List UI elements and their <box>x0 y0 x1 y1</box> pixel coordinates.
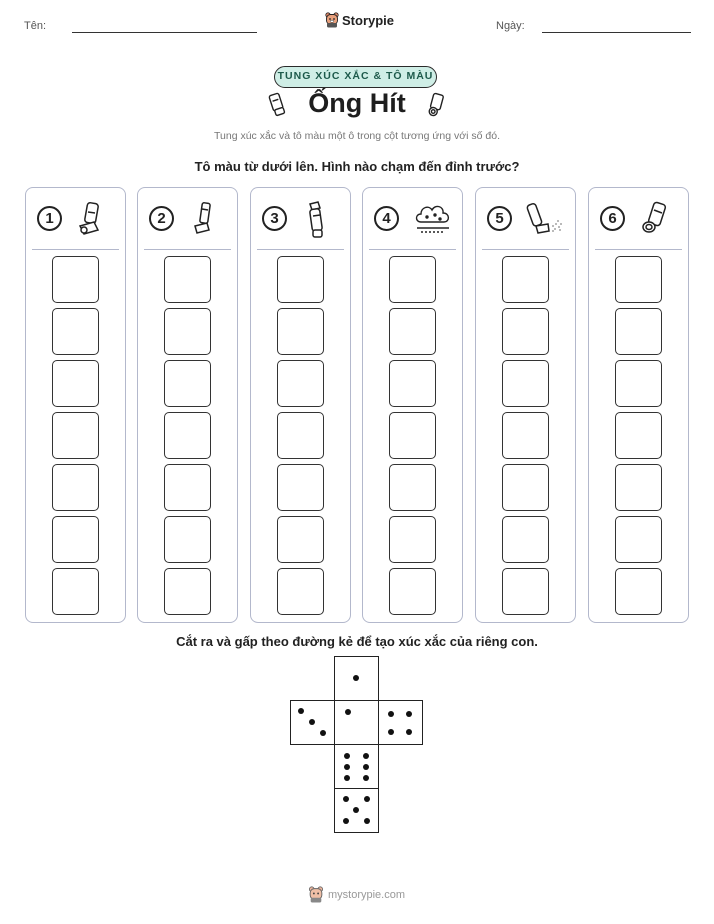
dice-pip <box>353 807 359 813</box>
dice-pip <box>343 818 349 824</box>
dice-pip <box>344 775 350 781</box>
bear-mascot-icon <box>325 12 339 28</box>
column-divider <box>257 249 344 250</box>
dice-pip <box>406 711 412 717</box>
footer-url[interactable]: mystorypie.com <box>328 888 406 901</box>
column-number: 3 <box>262 206 287 231</box>
column-divider <box>482 249 569 250</box>
inhaler-side-icon <box>639 200 673 238</box>
color-cell[interactable] <box>615 412 662 459</box>
brand-name: Storypie <box>342 12 395 28</box>
color-cell[interactable] <box>389 256 436 303</box>
color-cell[interactable] <box>615 568 662 615</box>
dice-pip <box>388 729 394 735</box>
column-2 <box>137 187 238 623</box>
column-divider <box>595 249 682 250</box>
color-cell[interactable] <box>164 516 211 563</box>
inhaler-spray-icon <box>526 200 566 238</box>
subtitle: Tung xúc xắc và tô màu một ô trong cột tương ứng với số đó. <box>214 130 500 142</box>
dice-pip <box>343 796 349 802</box>
color-cell[interactable] <box>502 308 549 355</box>
color-cell[interactable] <box>277 360 324 407</box>
color-cell[interactable] <box>52 256 99 303</box>
column-divider <box>369 249 456 250</box>
dice-face-6 <box>334 744 379 789</box>
name-label: Tên: <box>24 20 47 32</box>
color-cell[interactable] <box>389 412 436 459</box>
color-cell[interactable] <box>277 464 324 511</box>
footer <box>308 886 405 903</box>
column-4 <box>362 187 463 623</box>
name-field-line[interactable] <box>72 32 257 33</box>
dice-pip <box>388 711 394 717</box>
dice-pip <box>364 796 370 802</box>
column-divider <box>144 249 231 250</box>
color-cell[interactable] <box>52 516 99 563</box>
dice-pip <box>344 753 350 759</box>
column-3 <box>250 187 351 623</box>
color-cell[interactable] <box>164 308 211 355</box>
dice-pip <box>320 730 326 736</box>
color-cell[interactable] <box>502 360 549 407</box>
dice-face-3 <box>290 700 335 745</box>
color-cell[interactable] <box>277 256 324 303</box>
color-cell[interactable] <box>502 568 549 615</box>
bear-mascot-icon <box>308 886 324 903</box>
color-cell[interactable] <box>164 464 211 511</box>
dice-face-4 <box>378 700 423 745</box>
date-label: Ngày: <box>496 20 525 32</box>
page-title: Ống Hít <box>308 88 406 118</box>
inhaler-icon <box>76 200 106 238</box>
dice-pip <box>345 709 351 715</box>
mist-cloud-icon <box>413 200 453 236</box>
dice-face-1 <box>334 700 379 745</box>
column-number: 4 <box>374 206 399 231</box>
color-cell[interactable] <box>277 308 324 355</box>
column-divider <box>32 249 119 250</box>
dice-pip <box>406 729 412 735</box>
color-cell[interactable] <box>52 568 99 615</box>
color-cell[interactable] <box>389 360 436 407</box>
color-cell[interactable] <box>389 464 436 511</box>
color-cell[interactable] <box>52 308 99 355</box>
color-cell[interactable] <box>52 412 99 459</box>
column-5 <box>475 187 576 623</box>
coloring-instruction: Tô màu từ dưới lên. Hình nào chạm đến đỉnh trước? <box>194 159 520 174</box>
color-cell[interactable] <box>164 360 211 407</box>
color-cell[interactable] <box>615 360 662 407</box>
color-cell[interactable] <box>277 568 324 615</box>
color-cell[interactable] <box>615 308 662 355</box>
activity-badge: TUNG XÚC XẮC & TÔ MÀU <box>274 66 437 88</box>
dice-pip <box>363 764 369 770</box>
dice-pip <box>363 753 369 759</box>
color-cell[interactable] <box>164 568 211 615</box>
column-number: 5 <box>487 206 512 231</box>
color-cell[interactable] <box>164 256 211 303</box>
dice-face-1 <box>334 656 379 701</box>
color-cell[interactable] <box>52 360 99 407</box>
dice-pip <box>353 675 359 681</box>
color-cell[interactable] <box>615 256 662 303</box>
color-cell[interactable] <box>164 412 211 459</box>
date-field-line[interactable] <box>542 32 691 33</box>
color-cell[interactable] <box>389 308 436 355</box>
color-cell[interactable] <box>615 464 662 511</box>
color-cell[interactable] <box>389 568 436 615</box>
slim-inhaler-icon <box>188 200 218 238</box>
color-cell[interactable] <box>277 412 324 459</box>
tall-inhaler-icon <box>301 200 331 240</box>
dice-pip <box>344 764 350 770</box>
column-1 <box>25 187 126 623</box>
column-number: 1 <box>37 206 62 231</box>
color-cell[interactable] <box>502 412 549 459</box>
color-cell[interactable] <box>502 256 549 303</box>
cut-instruction: Cắt ra và gấp theo đường kẻ để tạo xúc xắc của riêng con. <box>176 634 538 649</box>
column-number: 6 <box>600 206 625 231</box>
dice-pip <box>363 775 369 781</box>
color-cell[interactable] <box>277 516 324 563</box>
dice-pip <box>298 708 304 714</box>
dice-pip <box>364 818 370 824</box>
dice-pip <box>309 719 315 725</box>
color-cell[interactable] <box>615 516 662 563</box>
column-number: 2 <box>149 206 174 231</box>
color-cell[interactable] <box>52 464 99 511</box>
column-6 <box>588 187 689 623</box>
color-cell[interactable] <box>502 464 549 511</box>
inhaler-icon <box>424 92 448 118</box>
dice-face-5 <box>334 788 379 833</box>
color-cell[interactable] <box>502 516 549 563</box>
color-cell[interactable] <box>389 516 436 563</box>
brand-logo <box>325 12 394 28</box>
